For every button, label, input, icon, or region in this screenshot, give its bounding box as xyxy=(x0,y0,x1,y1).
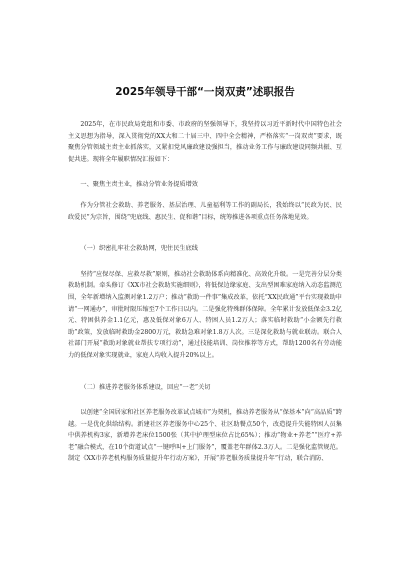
subsection-heading-2: （二）推进养老服务体系建设，回应“一老”关切 xyxy=(80,383,211,391)
subsection-heading-1: （一）织密扎牢社会救助网，兜住民生底线 xyxy=(80,245,198,253)
document-title: 2025年领导干部“一岗双责”述职报告 xyxy=(115,86,295,98)
subsection-2-paragraph: 以创建“全国居家和社区养老服务改革试点城市”为契机，推动养老服务从“保基本”向“高品质”跨越。一是优化供给结构。新建社区养老服务中心25个、社区助餐点50个，改造提升失能特困人员集中供养机构3家，新增养老床位1500张（其中护理型床位占比65%）；推动“物业+养老”“医疗+养老”融合模式，在10个街道试点“一键呼叫+上门服务”，覆盖老年群体2.3万人。二是强化监管规范。制定《XX市养老机构服务质量提升年行动方案》，开展“养老服务质量提升年”行动，联合消防、 xyxy=(68,409,342,463)
subsection-1-paragraph: 坚持“应保尽保、应救尽救”原则，推动社会救助体系向精准化、高效化升级。一是完善分层分类救助机制。牵头修订《XX市社会救助实施细则》，将低保边缘家庭、支出型困难家庭纳入动态监测范围，全年新增纳入监测对象1.2万户；推动“救助一件事”集成改革，依托“XX民政通”平台实现救助申请“一网通办”，审批时限压缩至7个工作日以内。二是强化特殊群体保障。全年累计发放低保金3.2亿元、特困供养金1.1亿元，惠及低保对象6万人、特困人员1.2万人；落实临时救助“小金额先行救助”政策，发放临时救助金2800万元，救助急难对象1.8万人次。三是深化救助与就业联动。联合人社部门开展“救助对象就业帮扶专项行动”，通过技能培训、岗位推荐等方式，帮助1200名有劳动能力的低保对象实现就业，家庭人均收入提升20%以上。 xyxy=(68,270,342,359)
section-heading-1: 一、聚焦主责主业，推动分管业务提质增效 xyxy=(80,181,198,189)
intro-paragraph: 2025年，在市民政局党组和市委、市政府的坚强领导下，我坚持以习近平新时代中国特色社会主义思想为指导，深入贯彻党的XX大和二十届三中、四中全会精神，严格落实“一岗双责”要求，既聚焦分管领域主责主业抓落实，又紧扣党风廉政建设强担当，推动业务工作与廉政建设同频共振、互促共进。现将全年履职情况汇报如下： xyxy=(68,121,342,163)
section-1-paragraph: 作为分管社会救助、养老服务、基层治理、儿童福利等工作的副局长，我始终以“民政为民、民政爱民”为宗旨，围绕“兜底线、惠民生、促和谐”目标，统筹推进各项重点任务落地见效。 xyxy=(68,201,342,221)
